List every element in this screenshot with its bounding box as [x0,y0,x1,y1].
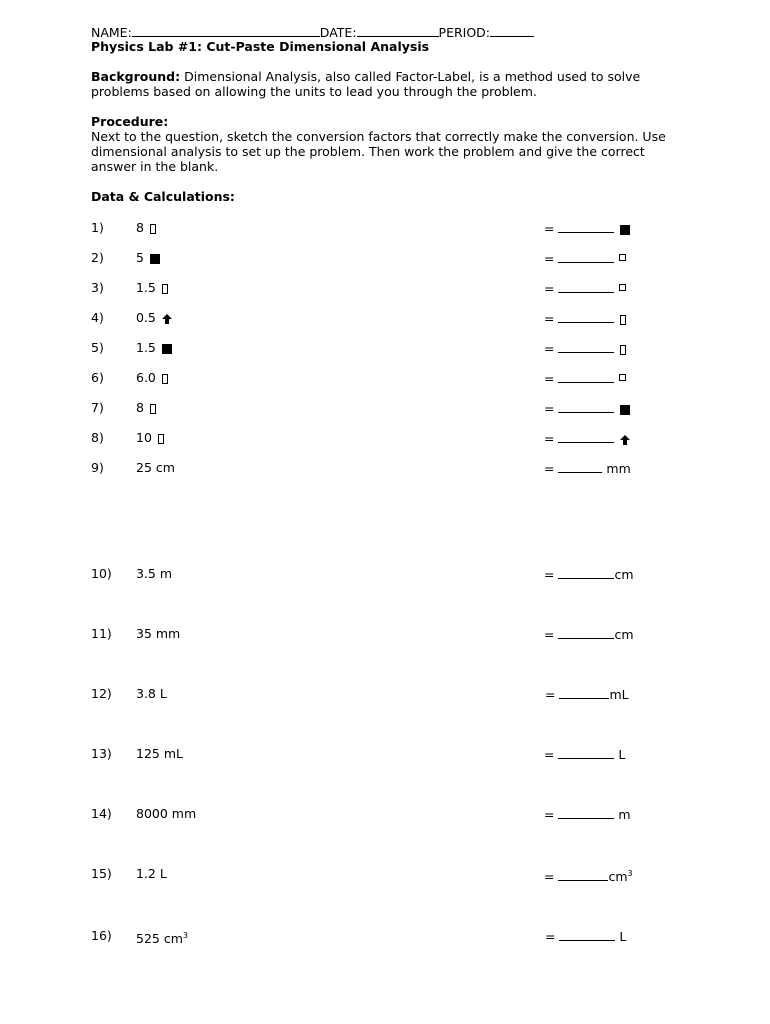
problem-row [0,400,770,416]
box-glyph-icon [158,434,164,444]
problem-number: 8) [91,430,104,445]
equals-sign: = [544,627,559,642]
equals-sign: = [544,567,559,582]
date-label: DATE: [319,25,357,40]
answer-unit: mm [602,461,631,476]
equals-sign: = [544,341,559,356]
small-box-glyph-icon [619,374,626,381]
name-label: NAME: [91,25,132,40]
given-value: 8 [136,220,144,235]
given-quantity [136,806,196,822]
problem-row [0,250,770,266]
background-section [91,69,691,99]
given-value: 5 [136,250,144,265]
problem-number: 14) [91,806,112,821]
equals-sign: = [544,251,559,266]
answer-blank[interactable] [558,746,614,759]
problem-number: 6) [91,370,104,385]
black-square-icon [150,254,160,264]
data-heading: Data & Calculations: [91,189,235,204]
given-value: 8000 mm [136,806,197,821]
answer-blank[interactable] [558,370,614,383]
answer-blank[interactable] [558,220,614,233]
answer-blank[interactable] [558,280,614,293]
given-value: 8 [136,400,144,415]
given-value: 3.8 L [136,686,167,701]
given-quantity [136,370,168,386]
given-quantity [136,250,160,266]
up-arrow-icon [161,313,173,325]
answer-area [544,626,634,643]
given-value: 1.2 L [136,866,167,881]
answer-unit: m [614,807,631,822]
answer-unit: cm [614,567,634,582]
answer-unit: cm [614,627,634,642]
background-label: Background: [91,69,181,84]
answer-area [544,370,626,387]
problem-number: 10) [91,566,112,581]
given-value: 35 mm [136,626,181,641]
problem-number: 4) [91,310,104,325]
small-box-glyph-icon [619,284,626,291]
given-quantity [136,460,175,476]
answer-area [544,220,630,237]
equals-sign: = [545,929,560,944]
given-quantity [136,746,183,762]
answer-area [545,928,626,945]
given-value: 125 mL [136,746,183,761]
box-glyph-icon [620,315,626,325]
problem-number: 9) [91,460,104,475]
period-blank[interactable] [490,24,534,37]
problem-row [0,866,770,885]
answer-blank[interactable] [558,626,614,639]
equals-sign: = [544,869,559,885]
page-title: Physics Lab #1: Cut-Paste Dimensional Analysis [91,39,430,54]
given-value: 25 cm [136,460,175,475]
given-exponent: 3 [182,931,188,940]
problem-row [0,626,770,642]
box-glyph-icon [150,404,156,414]
equals-sign: = [544,431,559,446]
answer-exponent: 3 [627,869,633,878]
problem-number: 12) [91,686,112,701]
answer-blank[interactable] [558,400,614,413]
answer-blank[interactable] [558,566,614,579]
problem-number: 2) [91,250,104,265]
equals-sign: = [544,401,559,416]
box-glyph-icon [162,374,168,384]
black-square-icon [620,225,630,235]
period-label: PERIOD: [438,25,491,40]
given-value: 1.5 [136,280,156,295]
box-glyph-icon [150,224,156,234]
problem-row [0,928,770,947]
black-square-icon [620,405,630,415]
answer-area [545,686,629,703]
given-quantity [136,430,164,446]
procedure-label: Procedure: [91,114,169,129]
answer-unit: cm [608,869,628,885]
box-glyph-icon [162,284,168,294]
problem-row [0,686,770,702]
name-blank[interactable] [132,24,320,37]
given-value: 1.5 [136,340,156,355]
problem-row [0,220,770,236]
answer-area [544,310,626,327]
answer-area [544,430,631,447]
given-quantity [136,686,167,702]
answer-unit: mL [609,687,629,702]
answer-blank[interactable] [559,928,615,941]
given-quantity [136,220,156,236]
answer-blank[interactable] [558,806,614,819]
problem-number: 16) [91,928,112,943]
problem-row [0,370,770,386]
answer-area [544,340,626,357]
answer-area [544,866,633,885]
given-quantity [136,928,188,947]
given-quantity [136,566,172,582]
answer-blank[interactable] [559,686,609,699]
answer-unit: L [615,929,627,944]
answer-blank[interactable] [558,460,602,473]
equals-sign: = [545,687,560,702]
problem-number: 15) [91,866,112,881]
procedure-text: Next to the question, sketch the conversion factors that correctly make the conversion. Use dimensional analysis to set up the problem. Then work the problem and give the correct answer in the blank. [91,129,666,174]
up-arrow-icon [619,434,631,446]
background-text: Dimensional Analysis, also called Factor-Label, is a method used to solve problems based on allowing the units to lead you through the problem. [91,69,641,99]
equals-sign: = [544,221,559,236]
problem-number: 3) [91,280,104,295]
answer-area [544,250,626,267]
given-value: 3.5 m [136,566,173,581]
given-value: 0.5 [136,310,156,325]
black-square-icon [162,344,172,354]
answer-area [544,746,625,763]
given-value: 6.0 [136,370,156,385]
given-value: 525 cm [136,931,183,947]
given-quantity [136,866,167,882]
answer-area [544,280,626,297]
problem-row [0,340,770,356]
problem-number: 5) [91,340,104,355]
equals-sign: = [544,747,559,762]
answer-area [544,400,630,417]
equals-sign: = [544,461,559,476]
header-line [91,24,691,40]
equals-sign: = [544,311,559,326]
box-glyph-icon [620,345,626,355]
problem-row [0,460,770,476]
problem-row [0,566,770,582]
given-quantity [136,626,180,642]
problem-row [0,746,770,762]
equals-sign: = [544,371,559,386]
answer-unit: L [614,747,626,762]
given-quantity [136,310,173,326]
equals-sign: = [544,807,559,822]
given-quantity [136,280,168,296]
problem-number: 7) [91,400,104,415]
problem-number: 11) [91,626,112,641]
problem-row [0,280,770,296]
problem-row [0,806,770,822]
given-quantity [136,340,172,356]
answer-area [544,460,631,477]
equals-sign: = [544,281,559,296]
answer-blank[interactable] [558,430,614,443]
date-blank[interactable] [357,24,439,37]
problem-number: 13) [91,746,112,761]
answer-area [544,566,634,583]
answer-blank[interactable] [558,250,614,263]
given-quantity [136,400,156,416]
answer-blank[interactable] [558,868,608,881]
answer-area [544,806,631,823]
problem-row [0,430,770,446]
problem-row [0,310,770,326]
answer-blank[interactable] [558,340,614,353]
given-value: 10 [136,430,152,445]
problem-number: 1) [91,220,104,235]
answer-blank[interactable] [558,310,614,323]
small-box-glyph-icon [619,254,626,261]
